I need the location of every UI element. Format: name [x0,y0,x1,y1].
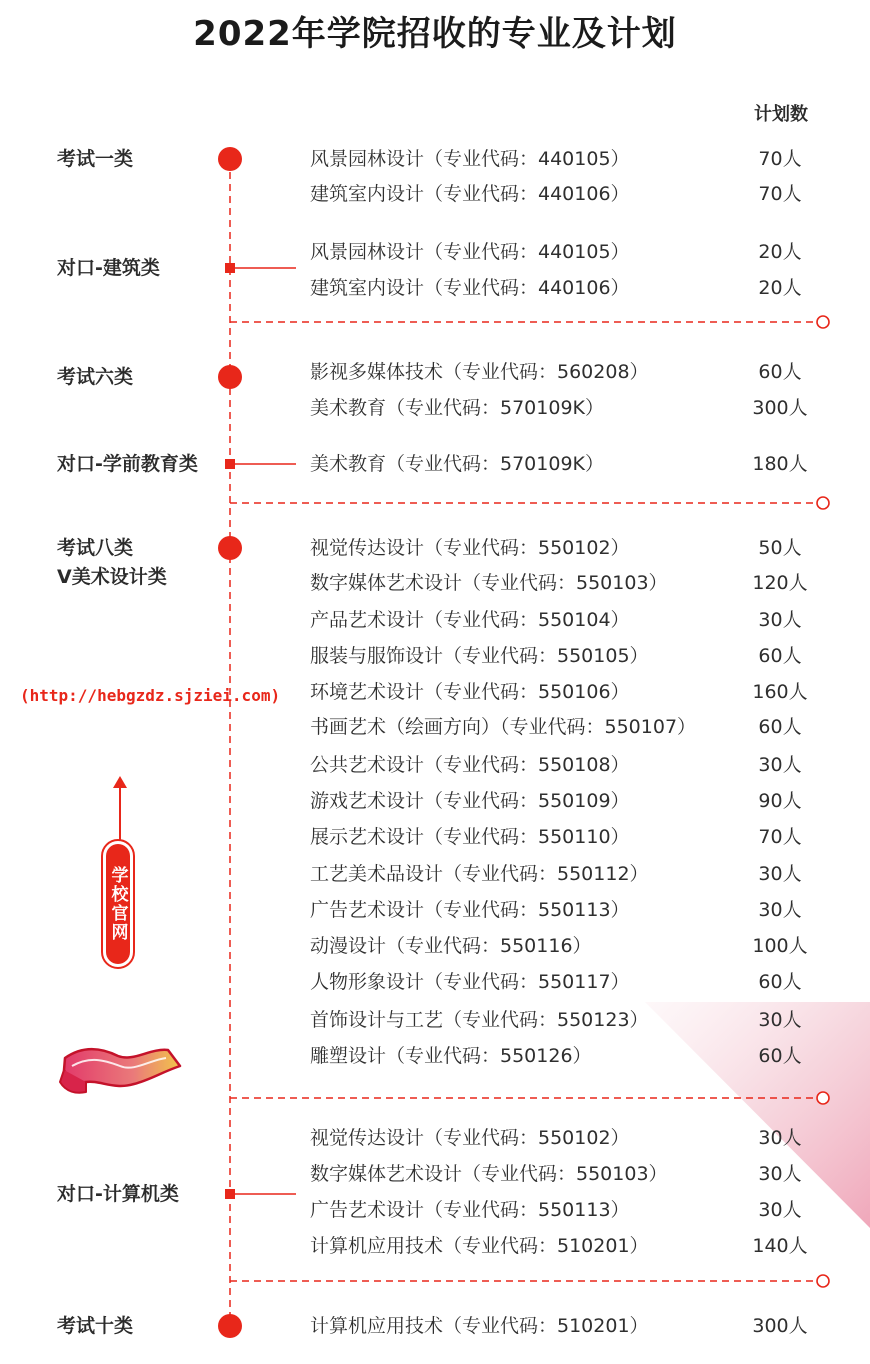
major-name: 数字媒体艺术设计（专业代码：550103） [310,572,668,594]
major-name: 视觉传达设计（专业代码：550102） [310,537,630,559]
major-name: 公共艺术设计（专业代码：550108） [310,754,630,776]
plan-count: 30人 [758,863,802,885]
plan-count: 100人 [752,935,808,957]
major-name: 首饰设计与工艺（专业代码：550123） [310,1009,649,1031]
major-name: 动漫设计（专业代码：550116） [310,935,592,957]
plan-count: 30人 [758,754,802,776]
major-name: 雕塑设计（专业代码：550126） [310,1045,592,1067]
major-name: 人物形象设计（专业代码：550117） [310,971,630,993]
major-name: 广告艺术设计（专业代码：550113） [310,899,630,921]
major-name: 美术教育（专业代码：570109K） [310,453,604,475]
plan-count: 30人 [758,609,802,631]
major-name: 美术教育（专业代码：570109K） [310,397,604,419]
major-name: 风景园林设计（专业代码：440105） [310,241,630,263]
plan-count: 180人 [752,453,808,475]
plan-count: 30人 [758,1163,802,1185]
plan-count: 300人 [752,1315,808,1337]
major-name: 服装与服饰设计（专业代码：550105） [310,645,649,667]
website-url[interactable]: (http://hebgzdz.sjziei.com) [20,686,281,705]
major-name: 环境艺术设计（专业代码：550106） [310,681,630,703]
plan-count: 160人 [752,681,808,703]
plan-count: 60人 [758,361,802,383]
plan-count: 60人 [758,1045,802,1067]
major-name: 广告艺术设计（专业代码：550113） [310,1199,630,1221]
plan-count: 20人 [758,277,802,299]
website-badge[interactable] [101,839,135,969]
plan-count: 60人 [758,645,802,667]
major-name: 计算机应用技术（专业代码：510201） [310,1235,649,1257]
plan-count: 300人 [752,397,808,419]
ribbon-decoration-icon [60,1049,180,1093]
major-name: 建筑室内设计（专业代码：440106） [310,183,630,205]
plan-count: 70人 [758,183,802,205]
website-badge-label: 学校官网 [106,844,130,964]
major-name: 书画艺术（绘画方向）（专业代码：550107） [310,716,697,738]
plan-count: 70人 [758,826,802,848]
major-name: 数字媒体艺术设计（专业代码：550103） [310,1163,668,1185]
pink-diagonal-band [645,1002,870,1228]
plan-count: 20人 [758,241,802,263]
plan-count: 50人 [758,537,802,559]
category-label: 考试八类 [57,537,134,559]
category-label: 考试一类 [57,148,134,170]
plan-count: 70人 [758,148,802,170]
major-name: 游戏艺术设计（专业代码：550109） [310,790,630,812]
major-name: 计算机应用技术（专业代码：510201） [310,1315,649,1337]
plan-count: 140人 [752,1235,808,1257]
plan-count-header: 计划数 [754,104,808,125]
plan-count: 30人 [758,899,802,921]
plan-count: 120人 [752,572,808,594]
major-name: 风景园林设计（专业代码：440105） [310,148,630,170]
major-name: 产品艺术设计（专业代码：550104） [310,609,630,631]
category-label: 考试六类 [57,366,134,388]
arrow-up-icon [110,776,130,840]
major-name: 工艺美术品设计（专业代码：550112） [310,863,649,885]
major-name: 影视多媒体技术（专业代码：560208） [310,361,649,383]
plan-count: 30人 [758,1199,802,1221]
plan-count: 30人 [758,1127,802,1149]
category-label: 考试十类 [57,1315,134,1337]
plan-count: 90人 [758,790,802,812]
category-label: 对口-建筑类 [57,257,160,279]
category-label: 对口-学前教育类 [57,453,198,475]
category-label: 对口-计算机类 [57,1183,179,1205]
major-name: 展示艺术设计（专业代码：550110） [310,826,630,848]
category-label-line2: V美术设计类 [57,566,167,588]
page-title: 2022年学院招收的专业及计划 [193,14,677,54]
major-name: 视觉传达设计（专业代码：550102） [310,1127,630,1149]
major-name: 建筑室内设计（专业代码：440106） [310,277,630,299]
plan-count: 30人 [758,1009,802,1031]
plan-count: 60人 [758,716,802,738]
plan-count: 60人 [758,971,802,993]
